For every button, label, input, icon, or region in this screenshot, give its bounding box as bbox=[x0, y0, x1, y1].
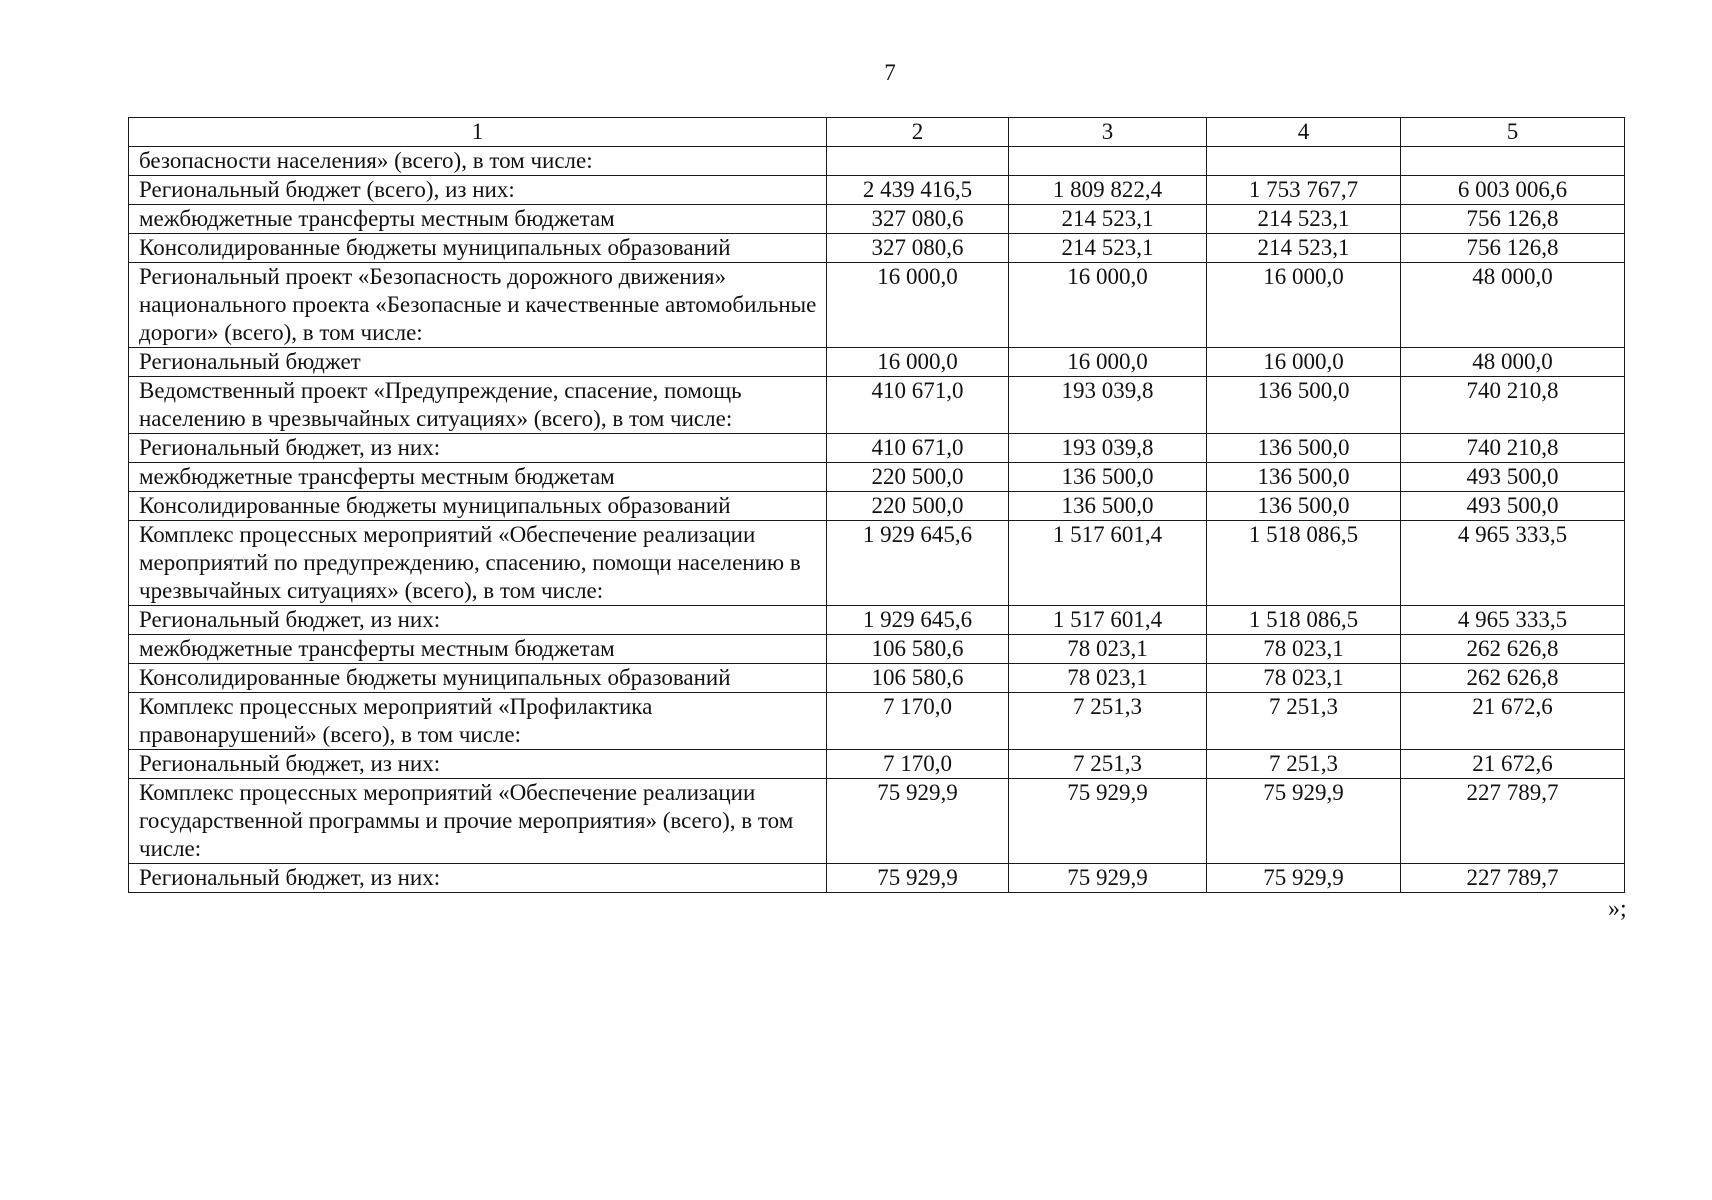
value-cell: 75 929,9 bbox=[827, 779, 1009, 864]
page-number: 7 bbox=[884, 60, 896, 85]
value-cell: 1 518 086,5 bbox=[1207, 521, 1401, 606]
table-row bbox=[129, 750, 1625, 779]
column-header: 4 bbox=[1207, 118, 1401, 147]
value-cell: 1 517 601,4 bbox=[1009, 606, 1207, 635]
table-row bbox=[129, 693, 1625, 750]
row-label: Консолидированные бюджеты муниципальных образований bbox=[129, 234, 827, 263]
value-cell: 740 210,8 bbox=[1401, 377, 1625, 434]
value-cell bbox=[1207, 147, 1401, 176]
value-cell: 7 251,3 bbox=[1009, 693, 1207, 750]
row-label: Региональный бюджет, из них: bbox=[129, 750, 827, 779]
value-cell: 327 080,6 bbox=[827, 234, 1009, 263]
value-cell: 75 929,9 bbox=[1009, 779, 1207, 864]
closing-quote-mark: »; bbox=[1608, 896, 1627, 922]
value-cell: 214 523,1 bbox=[1207, 205, 1401, 234]
value-cell: 1 929 645,6 bbox=[827, 521, 1009, 606]
row-label: Региональный проект «Безопасность дорожного движения» национального проекта «Безопасные и качественные автомобильные дороги» (всего), в том числе: bbox=[129, 263, 827, 348]
value-cell: 193 039,8 bbox=[1009, 377, 1207, 434]
table-row bbox=[129, 521, 1625, 606]
table-row bbox=[129, 377, 1625, 434]
table-row bbox=[129, 635, 1625, 664]
value-cell: 75 929,9 bbox=[1207, 779, 1401, 864]
value-cell: 227 789,7 bbox=[1401, 779, 1625, 864]
value-cell: 220 500,0 bbox=[827, 492, 1009, 521]
column-header: 3 bbox=[1009, 118, 1207, 147]
value-cell: 136 500,0 bbox=[1009, 492, 1207, 521]
table-row bbox=[129, 234, 1625, 263]
value-cell: 48 000,0 bbox=[1401, 348, 1625, 377]
value-cell: 7 170,0 bbox=[827, 693, 1009, 750]
row-label: Комплекс процессных мероприятий «Обеспечение реализации государственной программы и прочие мероприятия» (всего), в том числе: bbox=[129, 779, 827, 864]
column-header: 5 bbox=[1401, 118, 1625, 147]
value-cell: 410 671,0 bbox=[827, 434, 1009, 463]
value-cell: 2 439 416,5 bbox=[827, 176, 1009, 205]
value-cell: 756 126,8 bbox=[1401, 234, 1625, 263]
table-row bbox=[129, 864, 1625, 893]
value-cell: 106 580,6 bbox=[827, 664, 1009, 693]
column-header: 1 bbox=[129, 118, 827, 147]
value-cell: 1 753 767,7 bbox=[1207, 176, 1401, 205]
value-cell: 7 251,3 bbox=[1207, 693, 1401, 750]
value-cell: 214 523,1 bbox=[1009, 205, 1207, 234]
table-row bbox=[129, 779, 1625, 864]
value-cell: 106 580,6 bbox=[827, 635, 1009, 664]
value-cell: 136 500,0 bbox=[1207, 377, 1401, 434]
value-cell: 75 929,9 bbox=[1009, 864, 1207, 893]
row-label: Региональный бюджет, из них: bbox=[129, 434, 827, 463]
value-cell: 16 000,0 bbox=[1207, 263, 1401, 348]
row-label: Региональный бюджет (всего), из них: bbox=[129, 176, 827, 205]
table-row bbox=[129, 434, 1625, 463]
value-cell: 1 929 645,6 bbox=[827, 606, 1009, 635]
value-cell: 756 126,8 bbox=[1401, 205, 1625, 234]
value-cell: 16 000,0 bbox=[827, 348, 1009, 377]
table-row bbox=[129, 606, 1625, 635]
row-label: Ведомственный проект «Предупреждение, спасение, помощь населению в чрезвычайных ситуациях» (всего), в том числе: bbox=[129, 377, 827, 434]
value-cell: 327 080,6 bbox=[827, 205, 1009, 234]
table-row bbox=[129, 263, 1625, 348]
table-row bbox=[129, 205, 1625, 234]
value-cell: 136 500,0 bbox=[1207, 492, 1401, 521]
value-cell: 16 000,0 bbox=[1009, 348, 1207, 377]
value-cell: 136 500,0 bbox=[1009, 463, 1207, 492]
value-cell: 136 500,0 bbox=[1207, 463, 1401, 492]
value-cell bbox=[1401, 147, 1625, 176]
value-cell: 6 003 006,6 bbox=[1401, 176, 1625, 205]
value-cell: 7 170,0 bbox=[827, 750, 1009, 779]
table-row bbox=[129, 147, 1625, 176]
value-cell: 262 626,8 bbox=[1401, 664, 1625, 693]
row-label: Региональный бюджет, из них: bbox=[129, 864, 827, 893]
table-header-row bbox=[129, 118, 1625, 147]
table-row bbox=[129, 176, 1625, 205]
table-row bbox=[129, 664, 1625, 693]
value-cell: 7 251,3 bbox=[1009, 750, 1207, 779]
value-cell: 1 518 086,5 bbox=[1207, 606, 1401, 635]
value-cell: 16 000,0 bbox=[827, 263, 1009, 348]
row-label: Консолидированные бюджеты муниципальных образований bbox=[129, 664, 827, 693]
value-cell: 193 039,8 bbox=[1009, 434, 1207, 463]
value-cell: 136 500,0 bbox=[1207, 434, 1401, 463]
value-cell: 4 965 333,5 bbox=[1401, 606, 1625, 635]
column-header: 2 bbox=[827, 118, 1009, 147]
row-label: Региональный бюджет bbox=[129, 348, 827, 377]
value-cell: 214 523,1 bbox=[1009, 234, 1207, 263]
value-cell: 1 809 822,4 bbox=[1009, 176, 1207, 205]
value-cell: 78 023,1 bbox=[1207, 664, 1401, 693]
value-cell: 493 500,0 bbox=[1401, 492, 1625, 521]
value-cell: 1 517 601,4 bbox=[1009, 521, 1207, 606]
value-cell: 227 789,7 bbox=[1401, 864, 1625, 893]
table-row bbox=[129, 463, 1625, 492]
row-label: межбюджетные трансферты местным бюджетам bbox=[129, 205, 827, 234]
value-cell: 262 626,8 bbox=[1401, 635, 1625, 664]
row-label: Региональный бюджет, из них: bbox=[129, 606, 827, 635]
value-cell: 16 000,0 bbox=[1009, 263, 1207, 348]
table-body bbox=[129, 147, 1625, 893]
value-cell: 48 000,0 bbox=[1401, 263, 1625, 348]
row-label: Комплекс процессных мероприятий «Обеспечение реализации мероприятий по предупреждению, спасению, помощи населению в чрезвычайных ситуациях» (всего), в том числе: bbox=[129, 521, 827, 606]
value-cell: 16 000,0 bbox=[1207, 348, 1401, 377]
value-cell: 410 671,0 bbox=[827, 377, 1009, 434]
value-cell: 78 023,1 bbox=[1009, 664, 1207, 693]
value-cell: 21 672,6 bbox=[1401, 750, 1625, 779]
row-label: Консолидированные бюджеты муниципальных образований bbox=[129, 492, 827, 521]
value-cell: 493 500,0 bbox=[1401, 463, 1625, 492]
value-cell bbox=[1009, 147, 1207, 176]
value-cell: 78 023,1 bbox=[1009, 635, 1207, 664]
row-label: Комплекс процессных мероприятий «Профилактика правонарушений» (всего), в том числе: bbox=[129, 693, 827, 750]
value-cell: 214 523,1 bbox=[1207, 234, 1401, 263]
value-cell: 7 251,3 bbox=[1207, 750, 1401, 779]
row-label: межбюджетные трансферты местным бюджетам bbox=[129, 635, 827, 664]
value-cell: 75 929,9 bbox=[1207, 864, 1401, 893]
value-cell: 740 210,8 bbox=[1401, 434, 1625, 463]
budget-table bbox=[128, 117, 1625, 893]
value-cell: 220 500,0 bbox=[827, 463, 1009, 492]
value-cell: 78 023,1 bbox=[1207, 635, 1401, 664]
row-label: безопасности населения» (всего), в том числе: bbox=[129, 147, 827, 176]
row-label: межбюджетные трансферты местным бюджетам bbox=[129, 463, 827, 492]
value-cell: 21 672,6 bbox=[1401, 693, 1625, 750]
value-cell: 75 929,9 bbox=[827, 864, 1009, 893]
value-cell bbox=[827, 147, 1009, 176]
value-cell: 4 965 333,5 bbox=[1401, 521, 1625, 606]
table-row bbox=[129, 348, 1625, 377]
table-row bbox=[129, 492, 1625, 521]
